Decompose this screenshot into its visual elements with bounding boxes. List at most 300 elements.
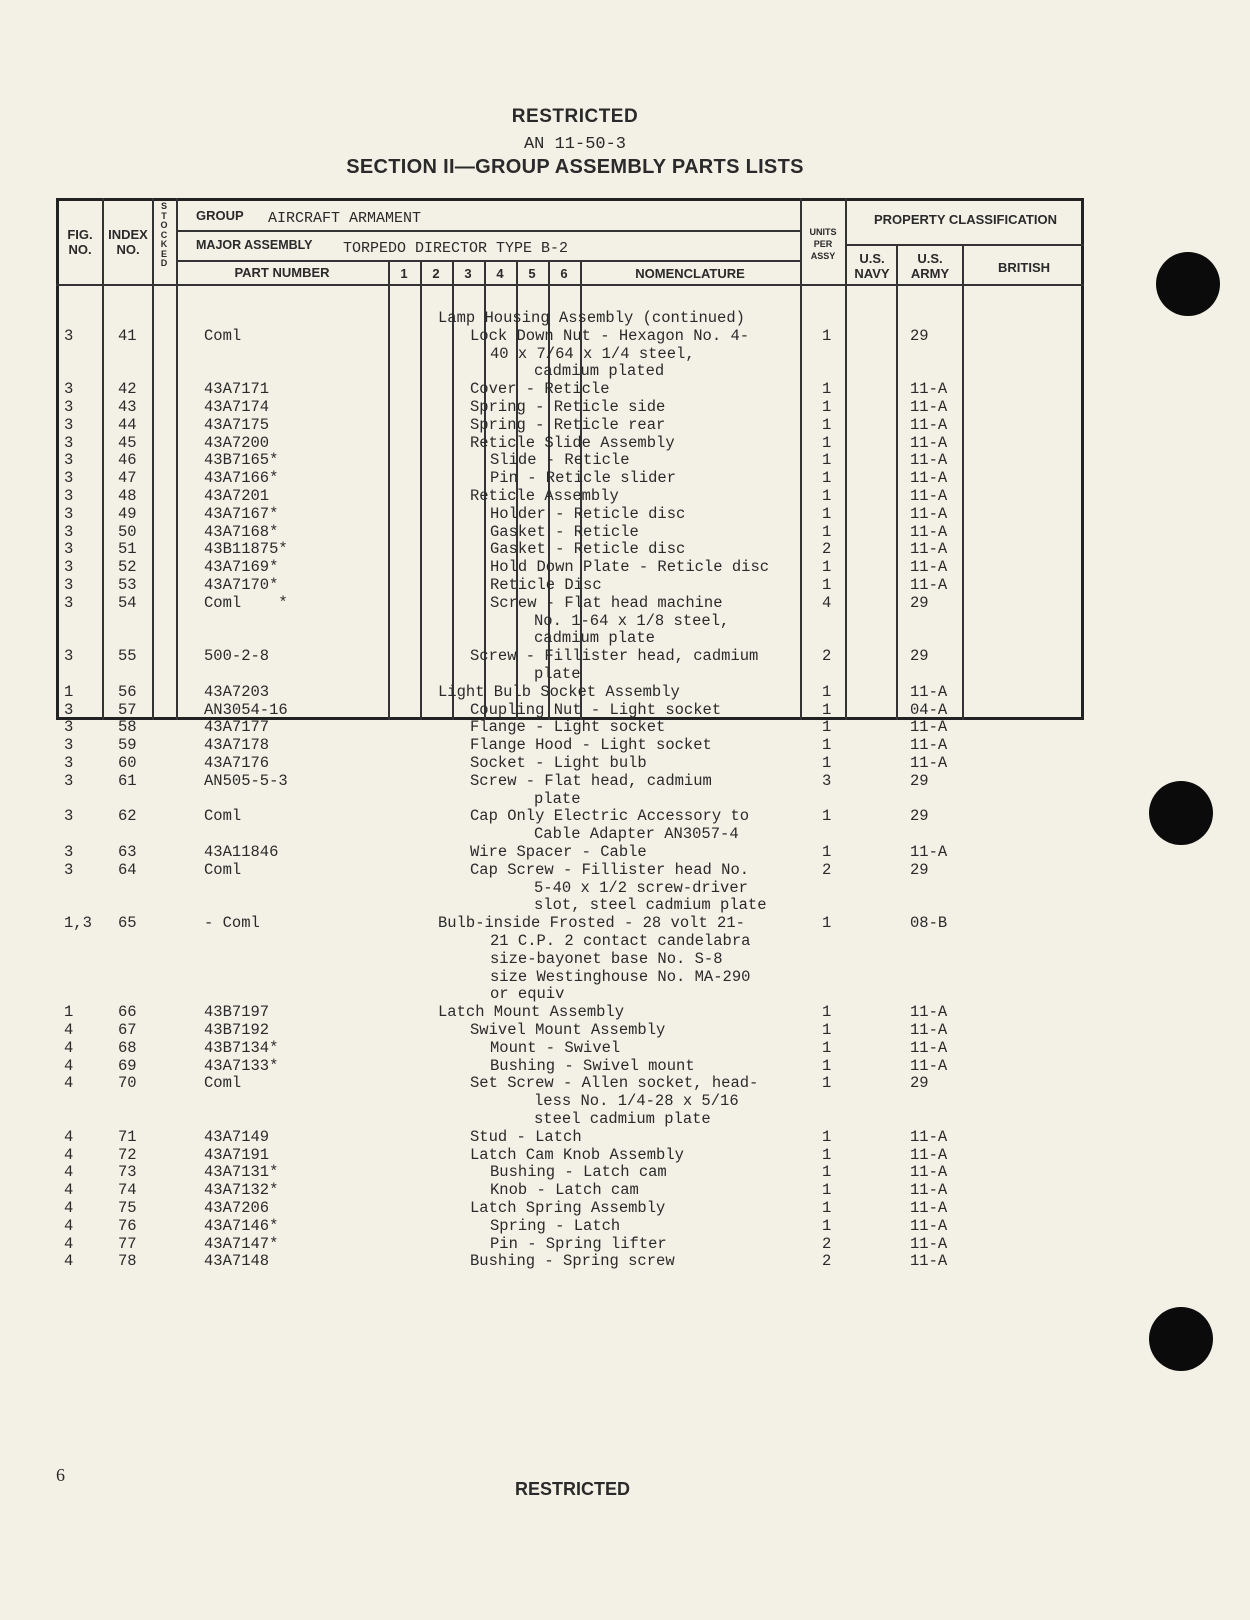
part-number-cell: 43B7197 xyxy=(204,1003,270,1022)
index-no-cell: 62 xyxy=(118,807,137,826)
part-number-cell: Coml xyxy=(204,860,242,879)
part-number-cell: AN505-5-3 xyxy=(204,771,288,790)
us-army-cell: 08-B xyxy=(910,914,948,933)
index-no-cell: 71 xyxy=(118,1127,137,1146)
index-no-cell: 55 xyxy=(118,647,137,666)
part-number-cell: 43A7167* xyxy=(204,504,279,523)
part-number-cell: 43A7169* xyxy=(204,558,279,577)
part-number-cell: Coml xyxy=(204,1074,242,1093)
part-number-cell: 43A7177 xyxy=(204,718,270,737)
index-no-cell: 67 xyxy=(118,1021,137,1039)
table-row xyxy=(0,647,1150,665)
units-cell: 1 xyxy=(822,487,832,505)
nomenclature-cell: plate xyxy=(534,665,581,683)
index-no-cell: 66 xyxy=(118,1003,137,1022)
nomenclature-cell: Pin - Spring lifter xyxy=(490,1234,667,1253)
units-cell: 1 xyxy=(822,1216,832,1235)
table-row xyxy=(0,416,1150,434)
table-row xyxy=(0,772,1150,790)
index-no-cell: 60 xyxy=(118,754,137,772)
table-row xyxy=(0,843,1150,861)
fig-no-cell: 3 xyxy=(64,558,74,577)
fig-no-cell: 4 xyxy=(64,1074,74,1093)
level-1-header: 1 xyxy=(400,266,408,281)
index-no-cell: 76 xyxy=(118,1216,137,1235)
nomenclature-cell: Gasket - Reticle xyxy=(490,522,639,541)
us-navy-header: U.S. NAVY xyxy=(854,251,890,281)
nomenclature-cell: Reticle Slide Assembly xyxy=(470,433,675,452)
nomenclature-cell: or equiv xyxy=(490,985,565,1004)
us-army-cell: 11-A xyxy=(910,754,948,772)
index-no-cell: 74 xyxy=(118,1181,137,1200)
part-number-cell: 43A7166* xyxy=(204,469,279,488)
us-army-cell: 11-A xyxy=(910,682,948,701)
stocked-header: S T O C K E D xyxy=(160,201,168,268)
table-row xyxy=(0,309,1150,327)
nomenclature-cell: size Westinghouse No. MA-290 xyxy=(490,967,751,986)
units-cell: 1 xyxy=(822,522,832,541)
fig-no-cell: 1 xyxy=(64,1003,74,1022)
nomenclature-cell: Set Screw - Allen socket, head- xyxy=(470,1074,759,1093)
table-row xyxy=(0,754,1150,772)
index-no-cell: 46 xyxy=(118,451,137,470)
binder-hole xyxy=(1149,781,1213,845)
units-cell: 1 xyxy=(822,1003,832,1022)
table-row xyxy=(0,558,1150,576)
us-army-cell: 29 xyxy=(910,1074,929,1093)
us-army-cell: 11-A xyxy=(910,558,948,577)
nomenclature-cell: cadmium plated xyxy=(534,362,665,381)
table-row xyxy=(0,1163,1150,1181)
group-value: AIRCRAFT ARMAMENT xyxy=(268,210,422,227)
table-row xyxy=(0,594,1150,612)
table-row xyxy=(0,505,1150,523)
us-army-cell: 11-A xyxy=(910,736,948,755)
table-row xyxy=(0,665,1150,683)
table-row xyxy=(0,807,1150,825)
us-army-cell: 11-A xyxy=(910,1127,948,1146)
units-cell: 1 xyxy=(822,1181,832,1200)
index-no-cell: 51 xyxy=(118,540,137,559)
table-row xyxy=(0,718,1150,736)
units-cell: 1 xyxy=(822,576,832,594)
fig-no-cell: 3 xyxy=(64,754,74,772)
fig-no-cell: 4 xyxy=(64,1252,74,1271)
table-row xyxy=(0,523,1150,541)
units-cell: 1 xyxy=(822,1074,832,1093)
part-number-cell: 43A7203 xyxy=(204,682,270,701)
us-army-cell: 29 xyxy=(910,326,929,345)
part-number-cell: 43A7175 xyxy=(204,415,270,434)
part-number-cell: 43A7176 xyxy=(204,754,270,772)
fig-no-cell: 1,3 xyxy=(64,914,92,933)
table-row xyxy=(0,701,1150,719)
index-no-cell: 73 xyxy=(118,1163,137,1182)
index-no-cell: 54 xyxy=(118,593,137,612)
table-row xyxy=(0,362,1150,380)
binder-hole xyxy=(1149,1307,1213,1371)
part-number-cell: 43A7147* xyxy=(204,1234,279,1253)
units-cell: 1 xyxy=(822,700,832,719)
units-cell: 2 xyxy=(822,860,832,879)
group-label: GROUP xyxy=(196,208,244,223)
index-no-cell: 49 xyxy=(118,504,137,523)
units-cell: 1 xyxy=(822,1163,832,1182)
fig-no-cell: 4 xyxy=(64,1021,74,1039)
nomenclature-cell: Bushing - Latch cam xyxy=(490,1163,667,1182)
index-no-cell: 58 xyxy=(118,718,137,737)
table-row xyxy=(0,736,1150,754)
part-number-cell: Coml xyxy=(204,807,242,826)
nomenclature-cell: Latch Mount Assembly xyxy=(438,1003,625,1022)
level-5-header: 5 xyxy=(528,266,536,281)
nomenclature-cell: Bushing - Spring screw xyxy=(470,1252,675,1271)
part-number-cell: Coml * xyxy=(204,593,288,612)
units-cell: 1 xyxy=(822,1127,832,1146)
units-cell: 1 xyxy=(822,807,832,826)
us-army-cell: 11-A xyxy=(910,540,948,559)
us-army-cell: 11-A xyxy=(910,1056,948,1075)
part-number-cell: 43A7133* xyxy=(204,1056,279,1075)
header-divider xyxy=(845,244,1084,246)
british-header: BRITISH xyxy=(998,260,1050,275)
table-row xyxy=(0,1074,1150,1092)
part-number-cell: 43A7201 xyxy=(204,487,270,505)
table-row xyxy=(0,451,1150,469)
units-cell: 3 xyxy=(822,771,832,790)
part-number-cell: 43A7174 xyxy=(204,398,270,416)
table-row xyxy=(0,487,1150,505)
nomenclature-cell: Reticle Disc xyxy=(490,576,602,594)
index-no-cell: 41 xyxy=(118,326,137,345)
us-army-cell: 29 xyxy=(910,593,929,612)
nomenclature-cell: size-bayonet base No. S-8 xyxy=(490,949,723,968)
fig-no-cell: 3 xyxy=(64,860,74,879)
us-army-cell: 11-A xyxy=(910,1003,948,1022)
nomenclature-cell: 40 x 7/64 x 1/4 steel, xyxy=(490,344,695,363)
part-number-cell: Coml xyxy=(204,326,242,345)
units-cell: 1 xyxy=(822,326,832,345)
units-cell: 1 xyxy=(822,682,832,701)
index-no-cell: 50 xyxy=(118,522,137,541)
document-number: AN 11-50-3 xyxy=(523,135,627,154)
us-army-cell: 11-A xyxy=(910,415,948,434)
fig-no-cell: 3 xyxy=(64,415,74,434)
fig-no-cell: 3 xyxy=(64,326,74,345)
index-no-cell: 61 xyxy=(118,771,137,790)
us-army-cell: 11-A xyxy=(910,1216,948,1235)
us-army-cell: 11-A xyxy=(910,487,948,505)
units-cell: 1 xyxy=(822,718,832,737)
units-cell: 1 xyxy=(822,843,832,861)
table-row xyxy=(0,612,1150,630)
index-no-cell: 42 xyxy=(118,380,137,399)
nomenclature-cell: Knob - Latch cam xyxy=(490,1181,639,1200)
us-army-cell: 04-A xyxy=(910,700,948,719)
nomenclature-cell: plate xyxy=(534,789,581,808)
index-no-cell: 43 xyxy=(118,398,137,416)
units-cell: 1 xyxy=(822,558,832,577)
nomenclature-cell: Lock Down Nut - Hexagon No. 4- xyxy=(470,326,750,345)
fig-no-cell: 3 xyxy=(64,487,74,505)
part-number-cell: 43B7134* xyxy=(204,1038,279,1057)
nomenclature-cell: steel cadmium plate xyxy=(534,1110,711,1128)
units-cell: 1 xyxy=(822,433,832,452)
part-number-cell: 43A7206 xyxy=(204,1199,270,1217)
part-number-cell: 43A7191 xyxy=(204,1145,270,1164)
part-number-cell: 500-2-8 xyxy=(204,647,270,666)
part-number-cell: 43A7200 xyxy=(204,433,270,452)
nomenclature-cell: Coupling Nut - Light socket xyxy=(470,700,722,719)
fig-no-cell: 3 xyxy=(64,433,74,452)
fig-no-cell: 3 xyxy=(64,593,74,612)
table-row xyxy=(0,861,1150,879)
index-no-cell: 75 xyxy=(118,1199,137,1217)
nomenclature-cell: Spring - Latch xyxy=(490,1216,621,1235)
nomenclature-cell: Spring - Reticle side xyxy=(470,398,666,416)
table-row xyxy=(0,932,1150,950)
units-cell: 1 xyxy=(822,1038,832,1057)
part-number-cell: 43A7178 xyxy=(204,736,270,755)
units-cell: 2 xyxy=(822,1234,832,1253)
section-title: SECTION II—GROUP ASSEMBLY PARTS LISTS xyxy=(346,156,804,178)
level-6-header: 6 xyxy=(560,266,568,281)
part-number-cell: AN3054-16 xyxy=(204,700,288,719)
table-row xyxy=(0,469,1150,487)
us-army-cell: 11-A xyxy=(910,576,948,594)
us-army-cell: 11-A xyxy=(910,522,948,541)
level-4-header: 4 xyxy=(496,266,504,281)
table-row xyxy=(0,1181,1150,1199)
index-no-cell: 70 xyxy=(118,1074,137,1093)
fig-no-cell: 3 xyxy=(64,398,74,416)
table-row xyxy=(0,576,1150,594)
table-row xyxy=(0,1003,1150,1021)
nomenclature-cell: Holder - Reticle disc xyxy=(490,504,686,523)
table-row xyxy=(0,985,1150,1003)
us-army-cell: 11-A xyxy=(910,1181,948,1200)
index-no-cell: 53 xyxy=(118,576,137,594)
table-row xyxy=(0,896,1150,914)
nomenclature-cell: Socket - Light bulb xyxy=(470,754,647,772)
index-no-cell: 68 xyxy=(118,1038,137,1057)
table-row xyxy=(0,825,1150,843)
nomenclature-cell: Stud - Latch xyxy=(470,1127,582,1146)
units-cell: 2 xyxy=(822,647,832,666)
fig-no-cell: 3 xyxy=(64,469,74,488)
units-cell: 1 xyxy=(822,914,832,933)
index-no-cell: 47 xyxy=(118,469,137,488)
part-number-cell: 43A7148 xyxy=(204,1252,270,1271)
index-no-cell: 78 xyxy=(118,1252,137,1271)
fig-no-cell: 3 xyxy=(64,807,74,826)
nomenclature-cell: Screw - Flat head machine xyxy=(490,593,723,612)
table-row xyxy=(0,1235,1150,1253)
units-cell: 1 xyxy=(822,1021,832,1039)
level-3-header: 3 xyxy=(464,266,472,281)
table-row xyxy=(0,398,1150,416)
nomenclature-cell: Pin - Reticle slider xyxy=(490,469,677,488)
part-number-cell: 43A7146* xyxy=(204,1216,279,1235)
units-cell: 1 xyxy=(822,1199,832,1217)
fig-no-cell: 3 xyxy=(64,647,74,666)
table-row xyxy=(0,380,1150,398)
nomenclature-cell: slot, steel cadmium plate xyxy=(534,896,767,915)
table-row xyxy=(0,790,1150,808)
index-no-cell: 64 xyxy=(118,860,137,879)
nomenclature-cell: 21 C.P. 2 contact candelabra xyxy=(490,932,751,950)
index-no-cell: 77 xyxy=(118,1234,137,1253)
fig-no-cell: 1 xyxy=(64,682,74,701)
fig-no-cell: 4 xyxy=(64,1234,74,1253)
part-number-cell: 43A7171 xyxy=(204,380,270,399)
fig-no-cell: 3 xyxy=(64,843,74,861)
us-army-cell: 11-A xyxy=(910,1252,948,1271)
units-cell: 1 xyxy=(822,1145,832,1164)
fig-no-header: FIG. NO. xyxy=(67,227,93,257)
part-number-cell: 43A7149 xyxy=(204,1127,270,1146)
table-row xyxy=(0,950,1150,968)
index-no-cell: 63 xyxy=(118,843,137,861)
fig-no-cell: 4 xyxy=(64,1038,74,1057)
table-row xyxy=(0,345,1150,363)
units-cell: 1 xyxy=(822,736,832,755)
fig-no-cell: 4 xyxy=(64,1127,74,1146)
index-no-cell: 44 xyxy=(118,415,137,434)
nomenclature-cell: cadmium plate xyxy=(534,629,655,648)
restricted-footer: RESTRICTED xyxy=(515,1479,631,1499)
part-number-cell: 43A7170* xyxy=(204,576,279,594)
fig-no-cell: 4 xyxy=(64,1163,74,1182)
fig-no-cell: 3 xyxy=(64,576,74,594)
part-number-cell: 43B11875* xyxy=(204,540,288,559)
fig-no-cell: 3 xyxy=(64,522,74,541)
us-army-cell: 29 xyxy=(910,647,929,666)
part-number-cell: 43B7165* xyxy=(204,451,279,470)
table-row xyxy=(0,968,1150,986)
us-army-cell: 11-A xyxy=(910,1038,948,1057)
us-army-cell: 11-A xyxy=(910,380,948,399)
table-row xyxy=(0,1128,1150,1146)
nomenclature-cell: Flange Hood - Light socket xyxy=(470,736,712,755)
fig-no-cell: 3 xyxy=(64,771,74,790)
nomenclature-cell: No. 1-64 x 1/8 steel, xyxy=(534,611,730,630)
us-army-cell: 29 xyxy=(910,807,929,826)
us-army-cell: 11-A xyxy=(910,843,948,861)
fig-no-cell: 4 xyxy=(64,1216,74,1235)
units-cell: 2 xyxy=(822,1252,832,1271)
major-assembly-value: TORPEDO DIRECTOR TYPE B-2 xyxy=(343,240,569,257)
fig-no-cell: 3 xyxy=(64,700,74,719)
index-no-header: INDEX NO. xyxy=(108,227,148,257)
us-army-cell: 11-A xyxy=(910,1163,948,1182)
nomenclature-cell: Spring - Reticle rear xyxy=(470,415,666,434)
units-cell: 4 xyxy=(822,593,832,612)
us-army-cell: 11-A xyxy=(910,1199,948,1217)
fig-no-cell: 3 xyxy=(64,540,74,559)
units-cell: 1 xyxy=(822,1056,832,1075)
nomenclature-header: NOMENCLATURE xyxy=(635,266,745,281)
units-cell: 1 xyxy=(822,415,832,434)
table-row xyxy=(0,1057,1150,1075)
nomenclature-cell: Screw - Flat head, cadmium xyxy=(470,771,712,790)
nomenclature-cell: Reticle Assembly xyxy=(470,487,619,505)
major-assembly-label: MAJOR ASSEMBLY xyxy=(196,238,313,252)
table-row xyxy=(0,434,1150,452)
table-row xyxy=(0,879,1150,897)
nomenclature-cell: Latch Spring Assembly xyxy=(470,1199,666,1217)
fig-no-cell: 3 xyxy=(64,504,74,523)
property-classification-header: PROPERTY CLASSIFICATION xyxy=(874,212,1057,227)
table-row xyxy=(0,1199,1150,1217)
nomenclature-cell: 5-40 x 1/2 screw-driver xyxy=(534,878,748,897)
nomenclature-cell: Hold Down Plate - Reticle disc xyxy=(490,558,770,577)
binder-hole xyxy=(1156,252,1220,316)
nomenclature-cell: Screw - Fillister head, cadmium xyxy=(470,647,759,666)
part-number-cell: 43A7132* xyxy=(204,1181,279,1200)
page-number: 6 xyxy=(56,1465,65,1485)
us-army-header: U.S. ARMY xyxy=(910,251,950,281)
level-2-header: 2 xyxy=(432,266,440,281)
us-army-cell: 11-A xyxy=(910,398,948,416)
part-number-cell: 43A11846 xyxy=(204,843,279,861)
table-row xyxy=(0,1252,1150,1270)
nomenclature-cell: Slide - Reticle xyxy=(490,451,630,470)
index-no-cell: 59 xyxy=(118,736,137,755)
table-row xyxy=(0,1110,1150,1128)
table-row xyxy=(0,327,1150,345)
us-army-cell: 11-A xyxy=(910,1145,948,1164)
units-cell: 1 xyxy=(822,469,832,488)
part-number-header: PART NUMBER xyxy=(234,265,330,280)
table-row xyxy=(0,1092,1150,1110)
us-army-cell: 29 xyxy=(910,771,929,790)
nomenclature-cell: Bulb-inside Frosted - 28 volt 21- xyxy=(438,914,745,933)
fig-no-cell: 4 xyxy=(64,1199,74,1217)
part-number-cell: - Coml xyxy=(204,914,260,933)
units-cell: 1 xyxy=(822,380,832,399)
table-row xyxy=(0,914,1150,932)
us-army-cell: 11-A xyxy=(910,469,948,488)
nomenclature-cell: Swivel Mount Assembly xyxy=(470,1021,666,1039)
us-army-cell: 11-A xyxy=(910,433,948,452)
nomenclature-cell: Wire Spacer - Cable xyxy=(470,843,647,861)
nomenclature-cell: Bushing - Swivel mount xyxy=(490,1056,695,1075)
index-no-cell: 65 xyxy=(118,914,137,933)
units-cell: 1 xyxy=(822,451,832,470)
units-cell: 1 xyxy=(822,504,832,523)
restricted-header: RESTRICTED xyxy=(511,106,639,127)
table-row xyxy=(0,629,1150,647)
fig-no-cell: 4 xyxy=(64,1145,74,1164)
table-row xyxy=(0,1146,1150,1164)
index-no-cell: 45 xyxy=(118,433,137,452)
fig-no-cell: 3 xyxy=(64,718,74,737)
nomenclature-cell: Mount - Swivel xyxy=(490,1038,621,1057)
units-cell: 1 xyxy=(822,754,832,772)
units-cell: 2 xyxy=(822,540,832,559)
fig-no-cell: 4 xyxy=(64,1181,74,1200)
part-number-cell: 43B7192 xyxy=(204,1021,270,1039)
index-no-cell: 56 xyxy=(118,682,137,701)
us-army-cell: 11-A xyxy=(910,1021,948,1039)
nomenclature-cell: Flange - Light socket xyxy=(470,718,666,737)
fig-no-cell: 3 xyxy=(64,380,74,399)
nomenclature-cell: Cover - Reticle xyxy=(470,380,610,399)
table-row xyxy=(0,1039,1150,1057)
index-no-cell: 52 xyxy=(118,558,137,577)
index-no-cell: 57 xyxy=(118,700,137,719)
